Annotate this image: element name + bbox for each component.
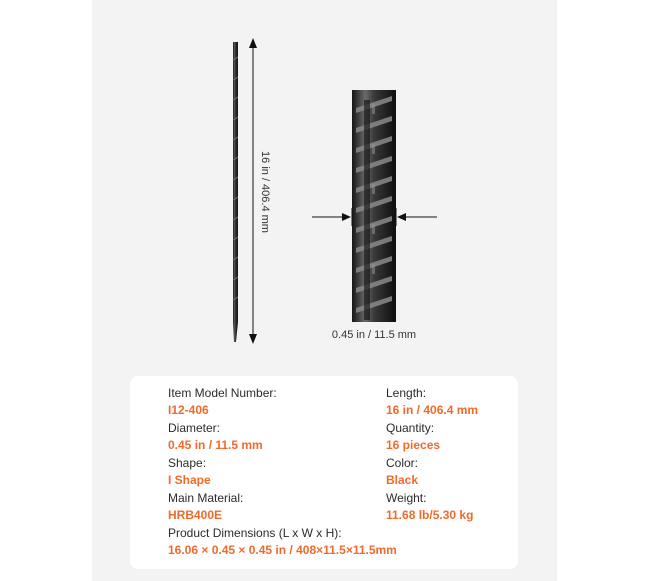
spec-color [386, 456, 418, 488]
spec-shape [168, 456, 211, 488]
spec-value: Black [386, 473, 419, 487]
spec-value: 16 in / 406.4 mm [386, 403, 479, 417]
length-dimension-arrow [249, 38, 257, 344]
rebar-closeup-image [352, 90, 396, 322]
spec-label: Length: [386, 386, 427, 400]
spec-main-material [168, 491, 243, 523]
spec-label: Item Model Number: [168, 386, 277, 400]
spec-label: Product Dimensions (L x W x H): [168, 526, 342, 540]
spec-value: 16 pieces [386, 438, 441, 452]
spec-value: 11.68 lb/5.30 kg [386, 508, 474, 522]
spec-value: I Shape [168, 473, 211, 487]
spec-label: Weight: [386, 491, 427, 505]
spec-value: 0.45 in / 11.5 mm [168, 438, 263, 452]
spec-label: Color: [386, 456, 419, 470]
spec-label: Shape: [168, 456, 207, 470]
spec-label: Main Material: [168, 491, 244, 505]
diameter-dimension-label: 0.45 in / 11.5 mm [331, 329, 417, 341]
spec-value: I12-406 [168, 403, 209, 417]
spec-diameter [168, 421, 263, 453]
spec-label: Quantity: [386, 421, 435, 435]
spec-value: HRB400E [168, 508, 223, 522]
spec-length [386, 386, 478, 418]
length-dimension-label: 16 in / 406.4 mm [259, 151, 271, 233]
rebar-stake-image [233, 42, 238, 342]
spec-product-dimensions [168, 526, 397, 558]
spec-value: 16.06 × 0.45 × 0.45 in / 408×11.5×11.5mm [168, 543, 397, 557]
spec-weight [386, 491, 473, 523]
spec-quantity [386, 421, 440, 453]
spec-label: Diameter: [168, 421, 221, 435]
spec-item-model-number [168, 386, 277, 418]
